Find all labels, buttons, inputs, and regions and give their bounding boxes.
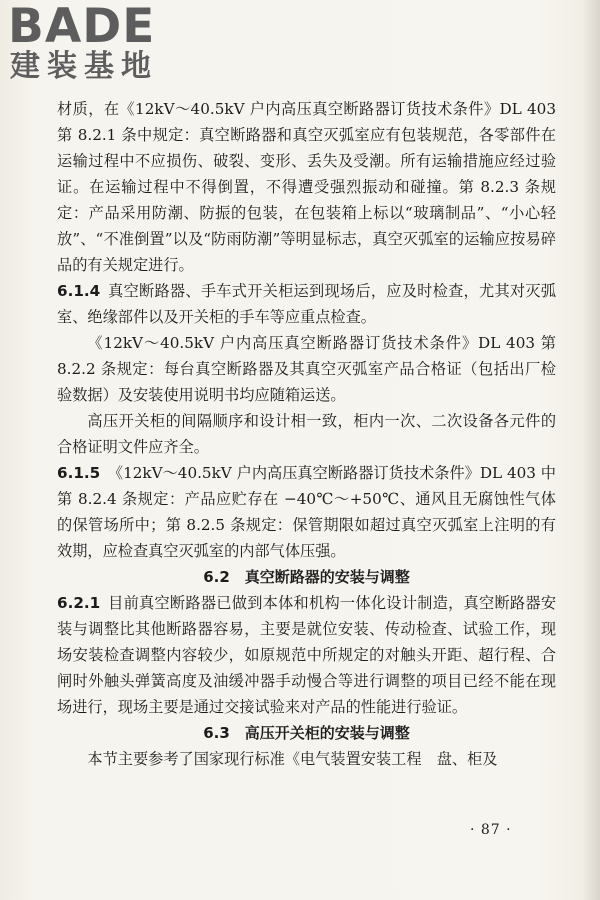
clause-paragraph xyxy=(57,278,556,330)
paragraph-text: 《12kV～40.5kV 户内高压真空断路器订货技术条件》DL 403 第 8.2.2 条规定：每台真空断路器及其真空灭弧室产品合格证（包括出厂检验数据）及安装使用说明书均应随箱运送。 xyxy=(57,334,556,404)
paragraph-text: 本节主要参考了国家现行标准《电气装置安装工程 盘、柜及 xyxy=(87,750,498,768)
watermark-logo xyxy=(8,2,188,86)
clause-text: 真空断路器、手车式开关柜运到现场后，应及时检查，尤其对灭弧室、绝缘部件以及开关柜的手车等应重点检查。 xyxy=(57,282,556,326)
paragraph xyxy=(57,96,556,278)
section-title: 真空断路器的安装与调整 xyxy=(244,568,410,586)
section-heading xyxy=(57,564,556,590)
section-number: 6.2 xyxy=(203,568,230,586)
paragraph-text: 材质，在《12kV～40.5kV 户内高压真空断路器订货技术条件》DL 403 第 8.2.1 条中规定：真空断路器和真空灭弧室应有包装规范，各零部件在运输过程中不应损伤、破裂、变形、丢失及受潮。所有运输措施应经过验证。在运输过程中不得倒置，不得遭受强烈振动和碰撞。第 8.2.3 条规定：产品采用防潮、防振的包装，在包装箱上标以“玻璃制品”、“小心轻放”、“不准倒置”以及“防雨防潮”等明显标志，真空灭弧室的运输应按易碎品的有关规定进行。 xyxy=(57,100,556,274)
clause-paragraph xyxy=(57,590,556,720)
section-heading xyxy=(57,720,556,746)
clause-paragraph xyxy=(57,460,556,564)
clause-number: 6.1.5 xyxy=(57,464,101,482)
section-title: 高压开关柜的安装与调整 xyxy=(244,724,410,742)
clause-text: 目前真空断路器已做到本体和机构一体化设计制造，真空断路器安装与调整比其他断路器容易，主要是就位安装、传动检查、试验工作，现场安装检查调整内容较少，如原规范中所规定的对触头开距、超行程、合闸时外触头弹簧高度及油缓冲器手动慢合等进行调整的项目已经不能在现场进行，现场主要是通过交接试验来对产品的性能进行验证。 xyxy=(57,594,556,716)
paragraph xyxy=(57,408,556,460)
logo-latin-text: BADE xyxy=(8,0,156,54)
page-number: · 87 · xyxy=(470,822,512,838)
clause-number: 6.2.1 xyxy=(57,594,101,612)
paragraph xyxy=(57,330,556,408)
clause-text: 《12kV～40.5kV 户内高压真空断路器订货技术条件》DL 403 中第 8.2.4 条规定：产品应贮存在 −40℃～+50℃、通风且无腐蚀性气体的保管场所中；第 8.2.5 条规定：保管期限如超过真空灭弧室上注明的有效期，应检查真空灭弧室的内部气体压强。 xyxy=(57,464,556,560)
paragraph-text: 高压开关柜的间隔顺序和设计相一致，柜内一次、二次设备各元件的合格证明文件应齐全。 xyxy=(57,412,556,456)
logo-chinese-text: 建装基地 xyxy=(10,49,158,84)
page-body xyxy=(57,96,556,772)
page-spine-shadow xyxy=(582,0,600,900)
paragraph xyxy=(57,746,556,772)
section-number: 6.3 xyxy=(203,724,230,742)
clause-number: 6.1.4 xyxy=(57,282,101,300)
